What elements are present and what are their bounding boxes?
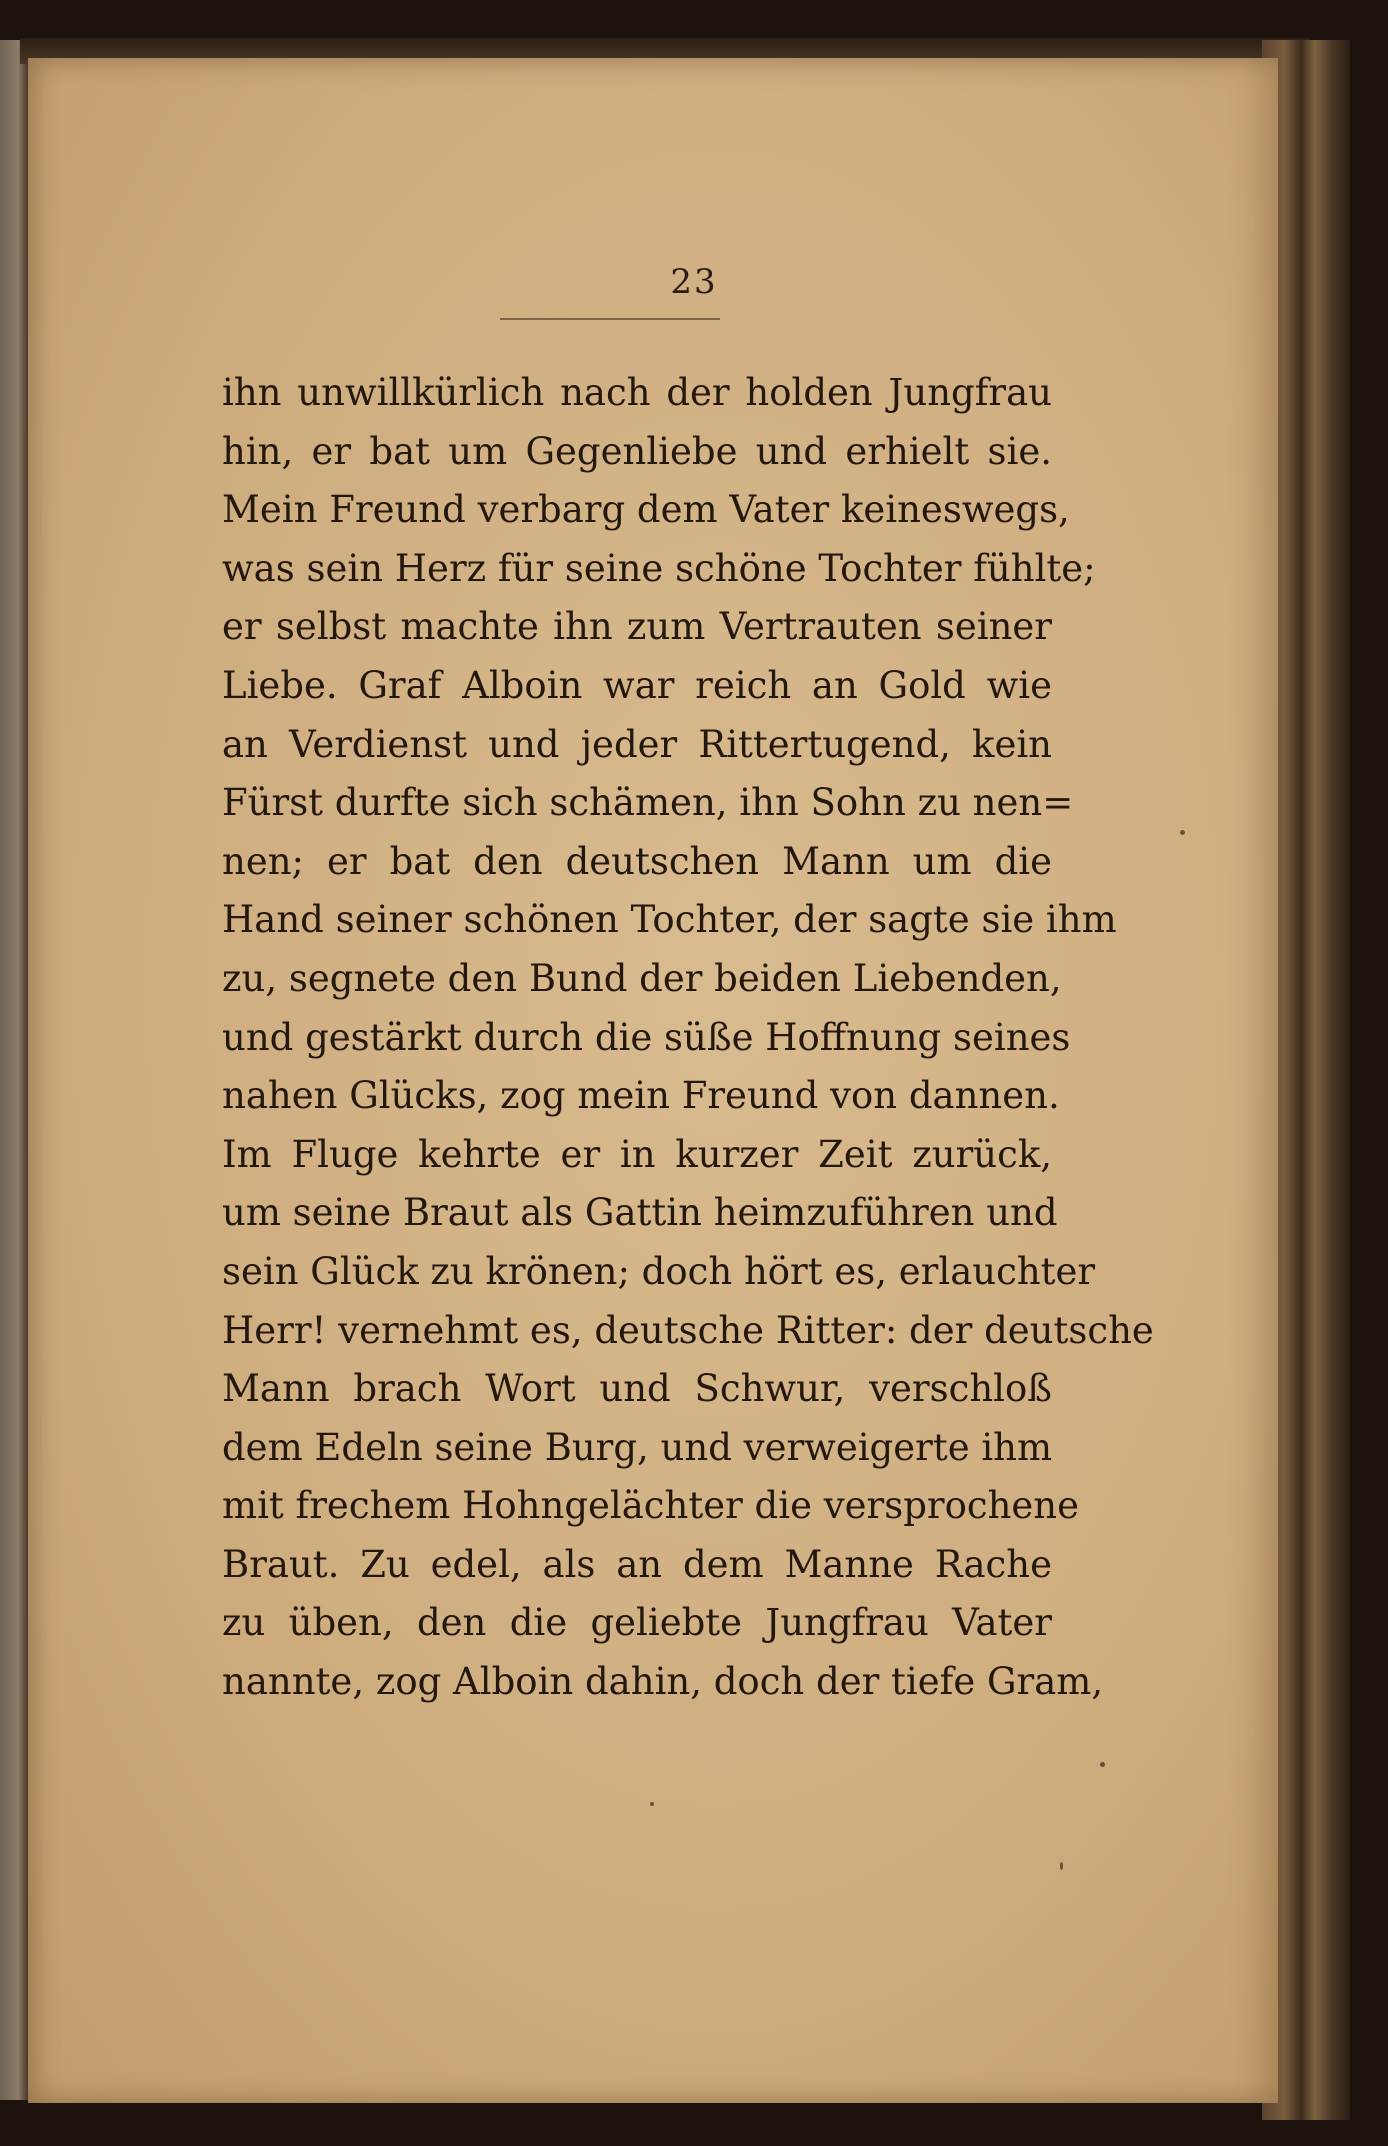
text-line: nannte, zog Alboin dahin, doch der tiefe Gram,: [222, 1660, 1104, 1704]
page-speck: [1100, 1762, 1105, 1767]
text-line: hin, er bat um Gegenliebe und erhielt sie.: [222, 429, 1052, 473]
text-line: Mein Freund verbarg dem Vater keineswegs,: [222, 488, 1070, 532]
left-book-edge: [0, 40, 30, 2100]
text-line: Herr! vernehmt es, deutsche Ritter: der deutsche: [222, 1308, 1154, 1352]
text-line: um seine Braut als Gattin heimzuführen und: [222, 1191, 1058, 1235]
text-line: nen; er bat den deutschen Mann um die: [222, 839, 1052, 883]
text-line: dem Edeln seine Burg, und verweigerte ihm: [222, 1425, 1053, 1469]
text-line: Fürst durfte sich schämen, ihn Sohn zu nen=: [222, 781, 1074, 825]
page-speck: [650, 1802, 654, 1806]
text-line: er selbst machte ihn zum Vertrauten seiner: [222, 605, 1052, 649]
text-line: mit frechem Hohngelächter die versprochene: [222, 1484, 1080, 1528]
text-line: nahen Glücks, zog mein Freund von dannen.: [222, 1074, 1060, 1118]
text-line: zu üben, den die geliebte Jungfrau Vater: [222, 1601, 1052, 1645]
text-line: an Verdienst und jeder Rittertugend, kein: [222, 722, 1052, 766]
page-speck: [1180, 830, 1185, 835]
text-line: Liebe. Graf Alboin war reich an Gold wie: [222, 663, 1052, 707]
text-line: sein Glück zu krönen; doch hört es, erlauchter: [222, 1249, 1096, 1293]
text-line: Braut. Zu edel, als an dem Manne Rache: [222, 1542, 1052, 1586]
text-line: und gestärkt durch die süße Hoffnung seines: [222, 1015, 1071, 1059]
text-line: ihn unwillkürlich nach der holden Jungfrau: [222, 371, 1052, 414]
body-text: [222, 364, 1154, 1712]
text-line: Mann brach Wort und Schwur, verschloß: [222, 1367, 1052, 1411]
page-number: 23: [670, 262, 718, 302]
header-rule: [500, 318, 720, 320]
text-line: Im Fluge kehrte er in kurzer Zeit zurück,: [222, 1132, 1052, 1176]
text-line: was sein Herz für seine schöne Tochter fühlte;: [222, 546, 1096, 590]
text-line: Hand seiner schönen Tochter, der sagte sie ihm: [222, 898, 1117, 942]
text-line: zu, segnete den Bund der beiden Liebenden,: [222, 956, 1062, 1000]
page-speck: [1060, 1862, 1063, 1870]
